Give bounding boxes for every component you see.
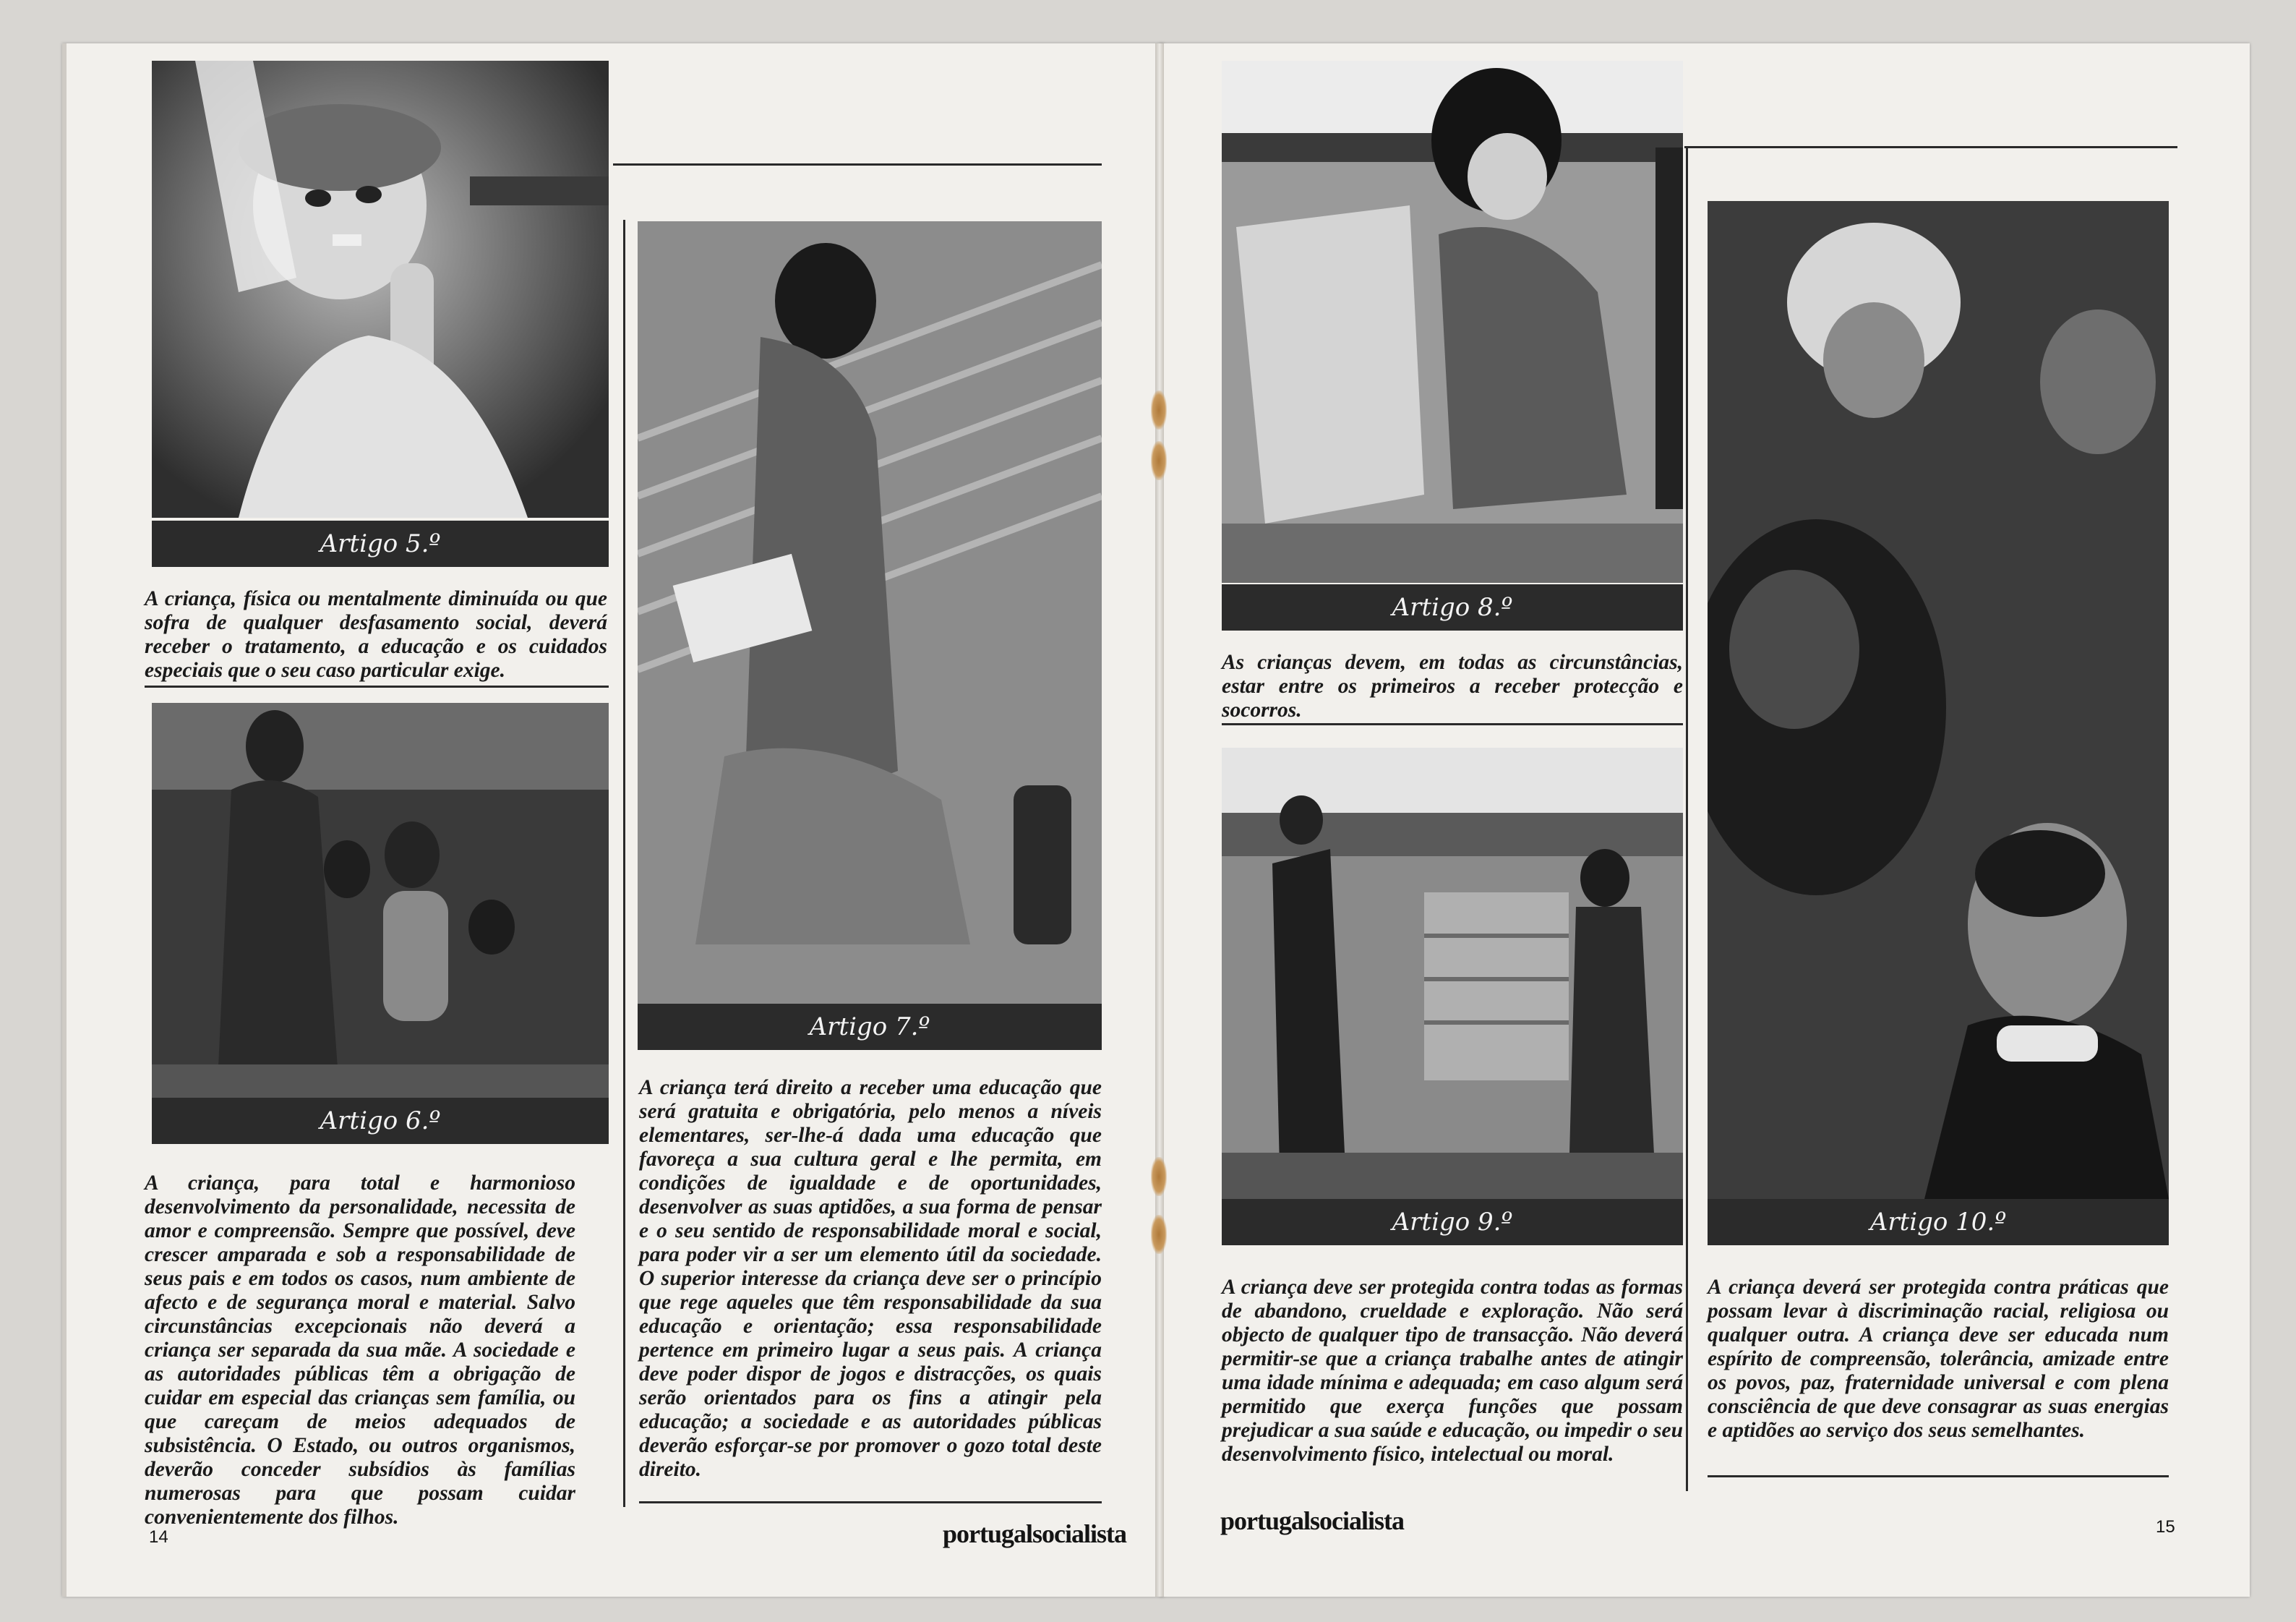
magazine-spine <box>1155 43 1164 1597</box>
column-top-rule <box>613 163 1102 166</box>
photo-artigo-10-refugee-children <box>1708 201 2169 1199</box>
heading-artigo-9: Artigo 9.º <box>1222 1199 1683 1245</box>
page-number-left: 14 <box>149 1527 168 1547</box>
photo-artigo-9-children-working <box>1222 748 1683 1199</box>
column-top-rule-right <box>1684 146 2177 148</box>
text-artigo-9: A criança deve ser protegida contra todas as formas de abandono, crueldade e exploração. Não será objecto de qualquer tipo de transacção. Não deverá permitir-se que a criança trabalhe antes de atingir uma idade mínima e adequada; em caso algum será permitido que exerça funções que possam prejudicar a sua saúde e educação, ou impedir o seu desenvolvimento físico, intelectual ou moral. <box>1222 1276 1683 1466</box>
text-artigo-8: As crianças devem, em todas as circunstâncias, estar entre os primeiros a receber protecção e socorros. <box>1222 651 1683 722</box>
heading-artigo-7: Artigo 7.º <box>638 1004 1102 1050</box>
staple-bottom-lower <box>1151 1215 1167 1254</box>
brand-left: portugalsocialista <box>943 1519 1127 1548</box>
column-vertical-rule-right <box>1686 146 1688 1491</box>
divider-rule-right <box>1222 723 1683 725</box>
divider-rule <box>145 686 609 688</box>
column-bottom-rule-right <box>1708 1475 2169 1477</box>
heading-artigo-5: Artigo 5.º <box>152 521 609 567</box>
page-number-right: 15 <box>2156 1517 2175 1537</box>
text-artigo-6: A criança, para total e harmonioso desenvolvimento da personalidade, necessita de amor e compreensão. Sempre que possível, deve crescer amparada e sob a responsabilidade de seus pais e em todos os casos, num ambiente de afecto e de segurança moral e material. Salvo circunstâncias excepcionais não deverá a criança ser separada da sua mãe. A sociedade e as autoridades públicas têm a obrigação de cuidar em especial das crianças sem família, ou que careçam de meios adequados de subsistência. O Estado, ou outros organismos, deverão conceder subsídios às famílias numerosas para que possam cuidar convenientemente dos filhos. <box>145 1171 575 1529</box>
photo-artigo-6-mother-children <box>152 703 609 1098</box>
column-bottom-rule <box>639 1501 1102 1503</box>
column-vertical-rule <box>623 220 625 1507</box>
brand-right: portugalsocialista <box>1220 1506 1405 1535</box>
photo-artigo-8-girl-bucket <box>1222 61 1683 583</box>
photo-artigo-7-child-writing <box>638 221 1102 1004</box>
text-artigo-10: A criança deverá ser protegida contra práticas que possam levar à discriminação racial, religiosa ou qualquer outra. A criança deve ser educada num espírito de compreensão, tolerância, amizade entre os povos, paz, fraternidade universal e com plena consciência de que deve consagrar as suas energias e aptidões ao serviço dos seus semelhantes. <box>1708 1276 2169 1442</box>
heading-artigo-10: Artigo 10.º <box>1708 1199 2169 1245</box>
staple-top <box>1151 390 1167 430</box>
staple-top-lower <box>1151 441 1167 480</box>
heading-artigo-6: Artigo 6.º <box>152 1098 609 1144</box>
text-artigo-5: A criança, física ou mentalmente diminuída ou que sofra de qualquer desfasamento social, deverá receber o tratamento, a educação e os cuidados especiais que o seu caso particular exige. <box>145 587 607 682</box>
text-artigo-7: A criança terá direito a receber uma educação que será gratuita e obrigatória, pelo menos a níveis elementares, ser-lhe-á dada uma educação que favoreça a sua cultura geral e lhe permita, em condições de igualdade e de oportunidades, desenvolver as suas aptidões, a sua forma de pensar e o seu sentido de responsabilidade moral e social, para poder vir a ser um elemento útil da sociedade. O superior interesse da criança deve ser o princípio que rege aqueles que têm responsabilidade da sua educação e orientação; essa responsabilidade pertence em primeiro lugar a seus pais. A criança deve poder dispor de jogos e distracções, os quais serão orientados para os fins a atingir pela educação; a sociedade e as autoridades públicas deverão esforçar-se por promover o gozo total deste direito. <box>639 1076 1102 1481</box>
heading-artigo-8: Artigo 8.º <box>1222 584 1683 631</box>
photo-artigo-5-child-pointing <box>152 61 609 518</box>
staple-bottom <box>1151 1157 1167 1196</box>
